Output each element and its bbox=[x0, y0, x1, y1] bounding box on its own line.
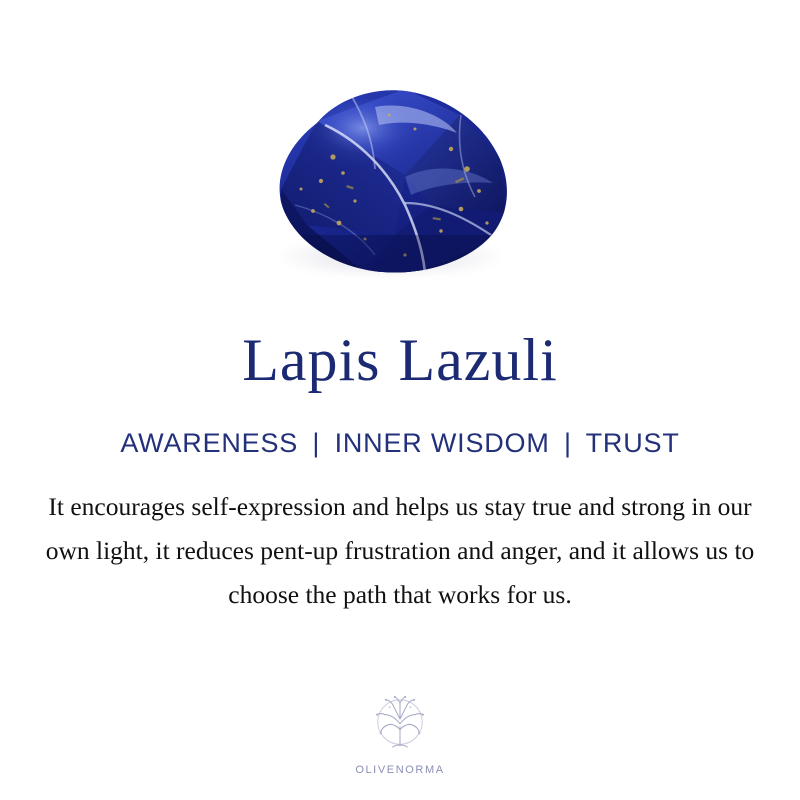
keyword-separator-2: | bbox=[563, 428, 572, 458]
lapis-lazuli-stone bbox=[255, 85, 525, 285]
keyword-trust: TRUST bbox=[585, 428, 680, 458]
page-title bbox=[242, 327, 558, 393]
description-text: It encourages self-expression and helps us stay true and strong in our own light, it reduces pent-up frustration and anger, and it allows us to choose the path that works for us. bbox=[45, 492, 755, 609]
stone-image-area bbox=[0, 0, 800, 330]
keyword-awareness: AWARENESS bbox=[120, 428, 299, 458]
tree-of-life-icon bbox=[363, 688, 437, 762]
stone-illustration bbox=[255, 85, 525, 285]
brand-name: OLIVENORMA bbox=[355, 764, 445, 776]
keyword-line bbox=[120, 428, 679, 459]
brand-logo bbox=[0, 688, 800, 776]
title-word-1: Lapis bbox=[242, 327, 381, 393]
keyword-inner-wisdom: INNER WISDOM bbox=[334, 428, 550, 458]
title-word-2: Lazuli bbox=[398, 327, 558, 393]
keyword-separator-1: | bbox=[312, 428, 321, 458]
